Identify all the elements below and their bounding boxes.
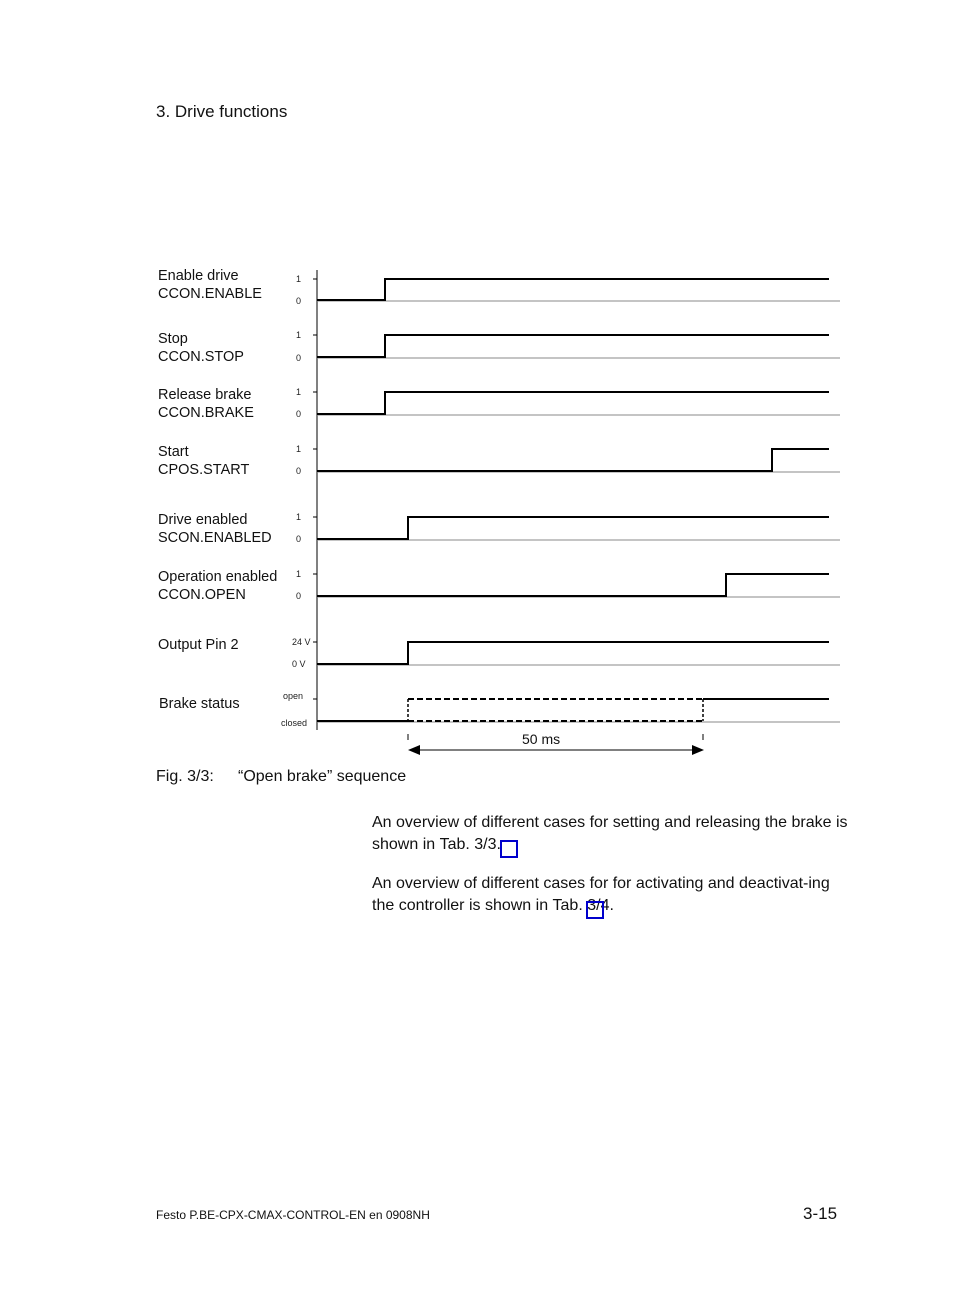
level-high-label: 1	[296, 387, 302, 397]
level-low-label: 0	[296, 296, 302, 306]
level-low-label: 0	[296, 409, 302, 419]
signal-trace	[317, 642, 829, 664]
signal-label-line1: Output Pin 2	[158, 637, 239, 653]
signal-label-line1: Brake status	[159, 696, 240, 712]
page-number: 3-15	[803, 1204, 838, 1223]
level-low-label: 0	[296, 466, 302, 476]
level-high-label: 1	[296, 444, 302, 454]
signal-label-line2: CCON.STOP	[158, 349, 244, 365]
level-high-label: 1	[296, 274, 302, 284]
signal-label-line2: CPOS.START	[158, 462, 250, 478]
paragraph-text: .	[496, 835, 501, 853]
signal-trace	[317, 574, 829, 596]
section-header: 3. Drive functions	[156, 102, 288, 121]
signal-label-line1: Release brake	[158, 387, 252, 403]
level-low-label: closed	[281, 718, 308, 728]
level-high-label: 1	[296, 569, 302, 579]
reference-text: Tab. 3/3	[439, 835, 497, 853]
signal-trace	[317, 449, 829, 471]
level-high-label: open	[283, 691, 304, 701]
signal-trace	[317, 279, 829, 300]
paragraph-brake-overview	[372, 812, 852, 855]
interval-label: 50 ms	[522, 731, 561, 747]
reference-text: Tab. 3/4	[552, 896, 610, 914]
signal-label-line1: Stop	[158, 331, 188, 347]
level-low-label: 0	[296, 353, 302, 363]
signal-trace	[317, 392, 829, 414]
signal-trace	[317, 335, 829, 357]
level-high-label: 1	[296, 512, 302, 522]
footer-document-id: Festo P.BE-CPX-CMAX-CONTROL-EN en 0908NH	[156, 1208, 430, 1222]
table-reference-link[interactable]	[440, 834, 497, 856]
level-low-label: 0	[296, 591, 302, 601]
figure-caption	[156, 768, 406, 786]
paragraph-text: .	[609, 896, 614, 914]
signal-label-line1: Start	[158, 444, 189, 460]
signal-label-line1: Drive enabled	[158, 512, 248, 528]
paragraph-controller-overview	[372, 873, 852, 916]
signal-label-line2: SCON.ENABLED	[158, 530, 272, 546]
paragraph-text: An overview of different cases for for activating and deactivat-ing the controller is shown in	[372, 875, 830, 914]
signal-label-line2: CCON.BRAKE	[158, 405, 254, 421]
arrow-left-icon	[408, 745, 420, 755]
signal-trace	[317, 517, 829, 539]
paragraph-text: An overview of different cases for setting and releasing the brake is shown in	[372, 814, 848, 853]
figure-title: “Open brake” sequence	[238, 768, 407, 785]
signal-label-line2: CCON.OPEN	[158, 587, 246, 603]
level-high-label: 1	[296, 330, 302, 340]
level-low-label: 0	[296, 534, 302, 544]
level-high-label: 24 V	[292, 637, 311, 647]
signal-label-line1: Operation enabled	[158, 569, 278, 585]
arrow-right-icon	[692, 745, 704, 755]
link-marker-box[interactable]	[500, 840, 518, 858]
signal-label-line1: Enable drive	[158, 268, 239, 284]
level-low-label: 0 V	[292, 659, 306, 669]
link-marker-box[interactable]	[586, 901, 604, 919]
figure-number: Fig. 3/3:	[156, 768, 214, 785]
signal-label-line2: CCON.ENABLE	[158, 286, 262, 302]
